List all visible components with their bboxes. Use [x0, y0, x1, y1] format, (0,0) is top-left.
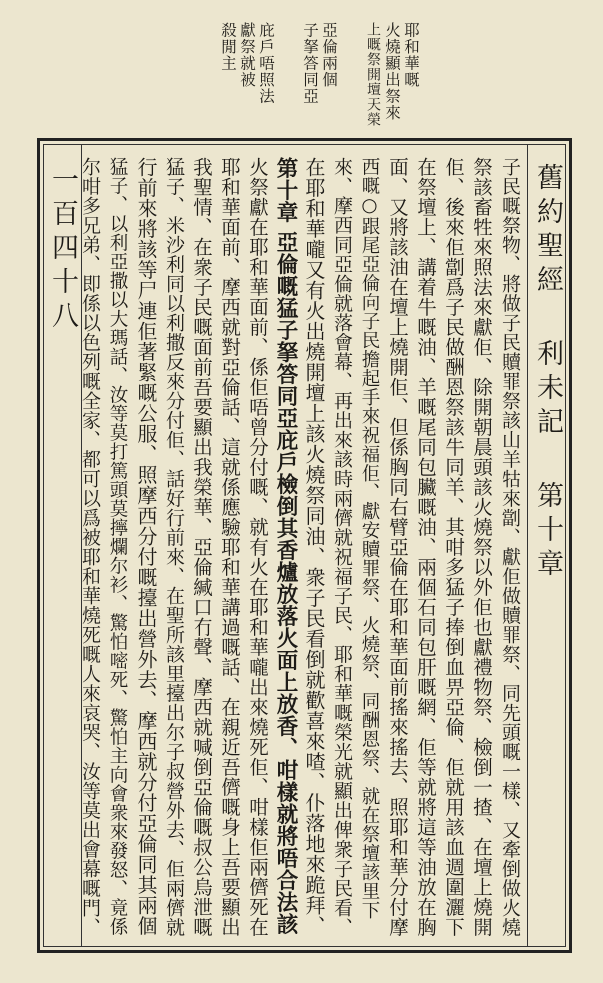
text-column: 來、摩西同亞倫就落會幕、再出來該時兩儕就祝福子民、耶和華嘅榮光就顯出俾衆子民看、 — [331, 157, 353, 937]
book-title: 舊約聖經 — [532, 163, 563, 299]
page-number: 一百四十八 — [47, 165, 78, 335]
header-note-column: 亞倫兩個 — [320, 22, 338, 88]
chapter-heading-column: 第十章 亞倫嘅猛子拏答同亞庇戶檢倒其香爐放落火面上放香、咁樣就將唔合法該 — [273, 157, 298, 935]
text-column: 耶和華面前、摩西就對亞倫話、這就係應驗耶和華講過嘅話、在親近吾儕嘅身上吾要顯出 — [218, 157, 241, 937]
text-column: 尔咁多兄弟、即係以色列嘅全家、都可以爲被耶和華燒死嘅人來哀哭、汝等莫出會幕嘅門、 — [79, 157, 101, 937]
header-note-column: 獻祭就被 — [238, 22, 256, 88]
chapter-title: 第十章 — [532, 481, 563, 583]
text-column: 佢、後來佢劏爲子民做酬恩祭該牛同羊、其咁多猛子捧倒血畀亞倫、佢就用該血週圍灑下 — [442, 157, 465, 937]
section-title: 利未記 — [532, 339, 563, 441]
header-note-column: 耶和華嘅 — [402, 22, 420, 88]
header-note-column: 上嘅祭開壇天榮 — [365, 22, 381, 127]
text-column: 面、又將該油在壇上燒開佢、但係胸同右臂亞倫在耶和華面前搖來搖去、照耶和華分付摩 — [386, 157, 409, 937]
text-frame — [37, 138, 572, 953]
text-column: 在祭壇上、講着牛嘅油、羊嘅尾同包臟嘅油、兩個石同包肝嘅網、佢等就將這等油放在胸 — [414, 157, 437, 937]
inner-border — [43, 144, 566, 947]
header-note-column: 子拏答同亞 — [301, 22, 319, 105]
running-title — [532, 163, 562, 583]
text-column: 祭該畜牲來照法來獻佢、除開朝晨頭該火燒祭以外佢也獻禮物祭、檢倒一揸、在壇上燒開 — [470, 157, 493, 937]
text-column: 猛子、以利亞撒以大瑪話、汝等莫打篤頭莫擰爛尔衫、驚怕嘧死、驚怕主向會衆來發怒、竟係 — [107, 157, 128, 936]
text-column: 行前來將該等尸連佢著緊嘅公服、照摩西分付嘅擡出營外去、摩西就分付亞倫同其兩個 — [134, 157, 158, 936]
text-column: 在耶和華嚨又有火出燒開壇上該火燒祭同油、衆子民看倒就歡喜來喳、仆落地來跪拜、 — [302, 157, 326, 936]
text-column: 我聖情、在衆子民嘅面前吾要顯出我榮華、亞倫緘口冇聲、摩西就喊倒亞倫嘅叔公烏泄嘅 — [190, 157, 213, 937]
text-column: 猛子、米沙利同以利撒反來分付佢、話好行前來、在聖所該里擡出尔子叔營外去、佢兩儕就 — [163, 157, 185, 937]
text-column: 子民嘅祭物、將做子民贖罪祭該山羊牯來劏、獻佢做贖罪祭、同先頭嘅一樣、又牽倒做火燒 — [499, 157, 521, 937]
text-column: 西嘅○跟尾亞倫向子民擔起手來祝福佢、獻安贖罪祭、火燒祭、同酬恩祭、就在祭壇該里下 — [359, 157, 380, 920]
text-column: 火祭獻在耶和華面前、係佢唔曾分付嘅、就有火在耶和華嚨出來燒死佢、咁樣佢兩儕死在 — [246, 157, 269, 937]
header-note-column: 殺閒主 — [219, 22, 237, 72]
header-notes — [170, 22, 420, 130]
divider-line — [527, 145, 528, 946]
header-note-column: 火燒顯出祭來 — [383, 22, 401, 121]
header-note-column: 庇戶唔照法 — [257, 22, 275, 105]
